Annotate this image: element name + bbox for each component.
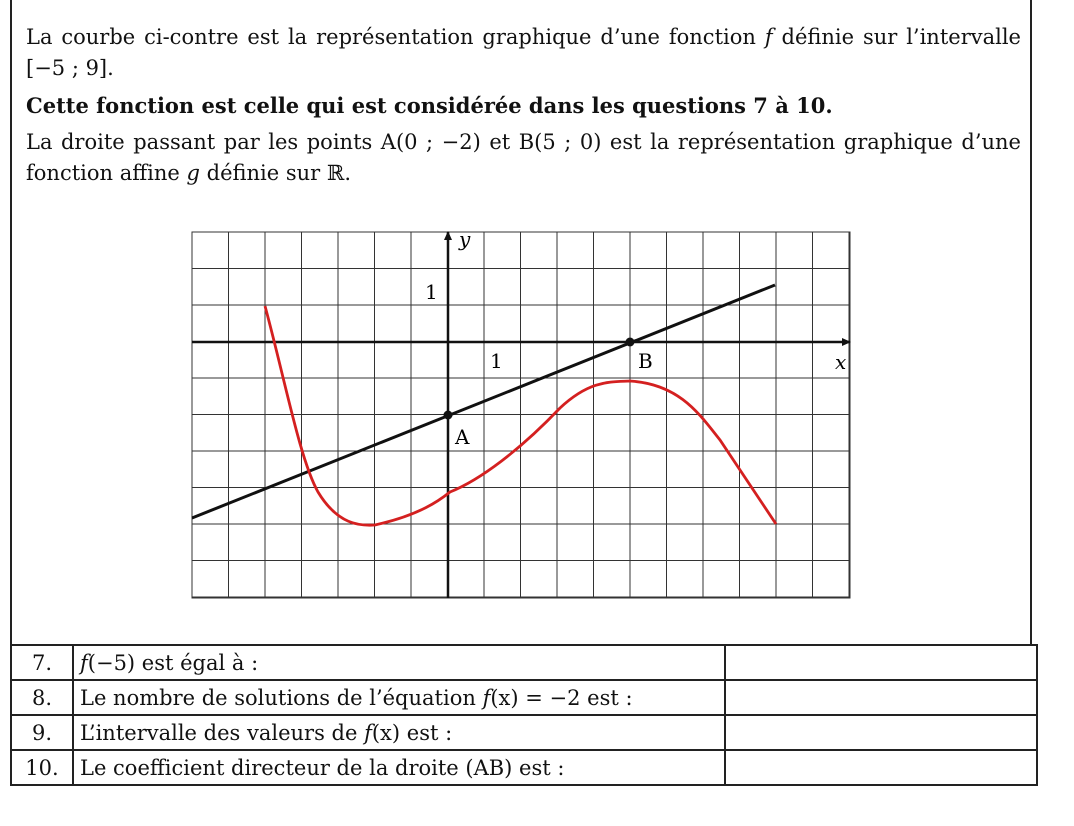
point-B-label: B [638,349,653,373]
answer-cell[interactable] [725,715,1037,750]
domain-interval: [−5 ; 9]. [26,56,114,80]
point-B [626,338,635,347]
questions-table [10,644,1038,786]
question-row [11,750,1037,785]
point-A-label: A [455,425,470,449]
question-math-symbol: f [80,650,88,675]
question-math-symbol: f [364,720,372,745]
question-text-pre: L’intervalle des valeurs de [80,720,365,745]
x-unit-label: 1 [490,349,503,373]
question-row [11,680,1037,715]
question-text-post: (−5) est égal à : [87,650,259,675]
question-text-pre: Le nombre de solutions de l’équation [80,685,483,710]
answer-cell[interactable] [725,645,1037,680]
point-A [444,411,453,420]
intro-text-3a: La droite passant par les points A(0 ; −2) et B(5 ; 0) est la représentation graphique d’une fonction affine [26,130,1021,185]
intro-bold-statement: Cette fonction est celle qui est considérée dans les questions 7 à 10. [26,93,833,118]
question-text [73,750,725,785]
question-text-pre: Le coefficient directeur de la droite (AB) est : [80,755,565,780]
question-row [11,715,1037,750]
question-text [73,680,725,715]
intro-text-3b: définie sur ℝ. [206,161,352,185]
question-number: 8. [11,680,73,715]
question-text [73,715,725,750]
intro-text-1b: définie sur l’intervalle [781,25,1021,49]
y-unit-label: 1 [425,280,438,304]
grid [192,232,850,598]
x-axis-label: x [835,350,847,374]
answer-cell[interactable] [725,680,1037,715]
question-text [73,645,725,680]
question-number: 9. [11,715,73,750]
question-text-post: (x) = −2 est : [490,685,633,710]
function-f-symbol: f [764,25,773,49]
y-axis-label: y [459,227,471,251]
question-math-symbol: f [482,685,491,710]
answer-cell[interactable] [725,750,1037,785]
question-number: 7. [11,645,73,680]
question-number: 10. [11,750,73,785]
question-row [11,645,1037,680]
question-text-post: (x) est : [371,720,453,745]
intro-text-1a: La courbe ci-contre est la représentation graphique d’une fonction [26,25,756,49]
function-g-symbol: g [186,161,200,185]
